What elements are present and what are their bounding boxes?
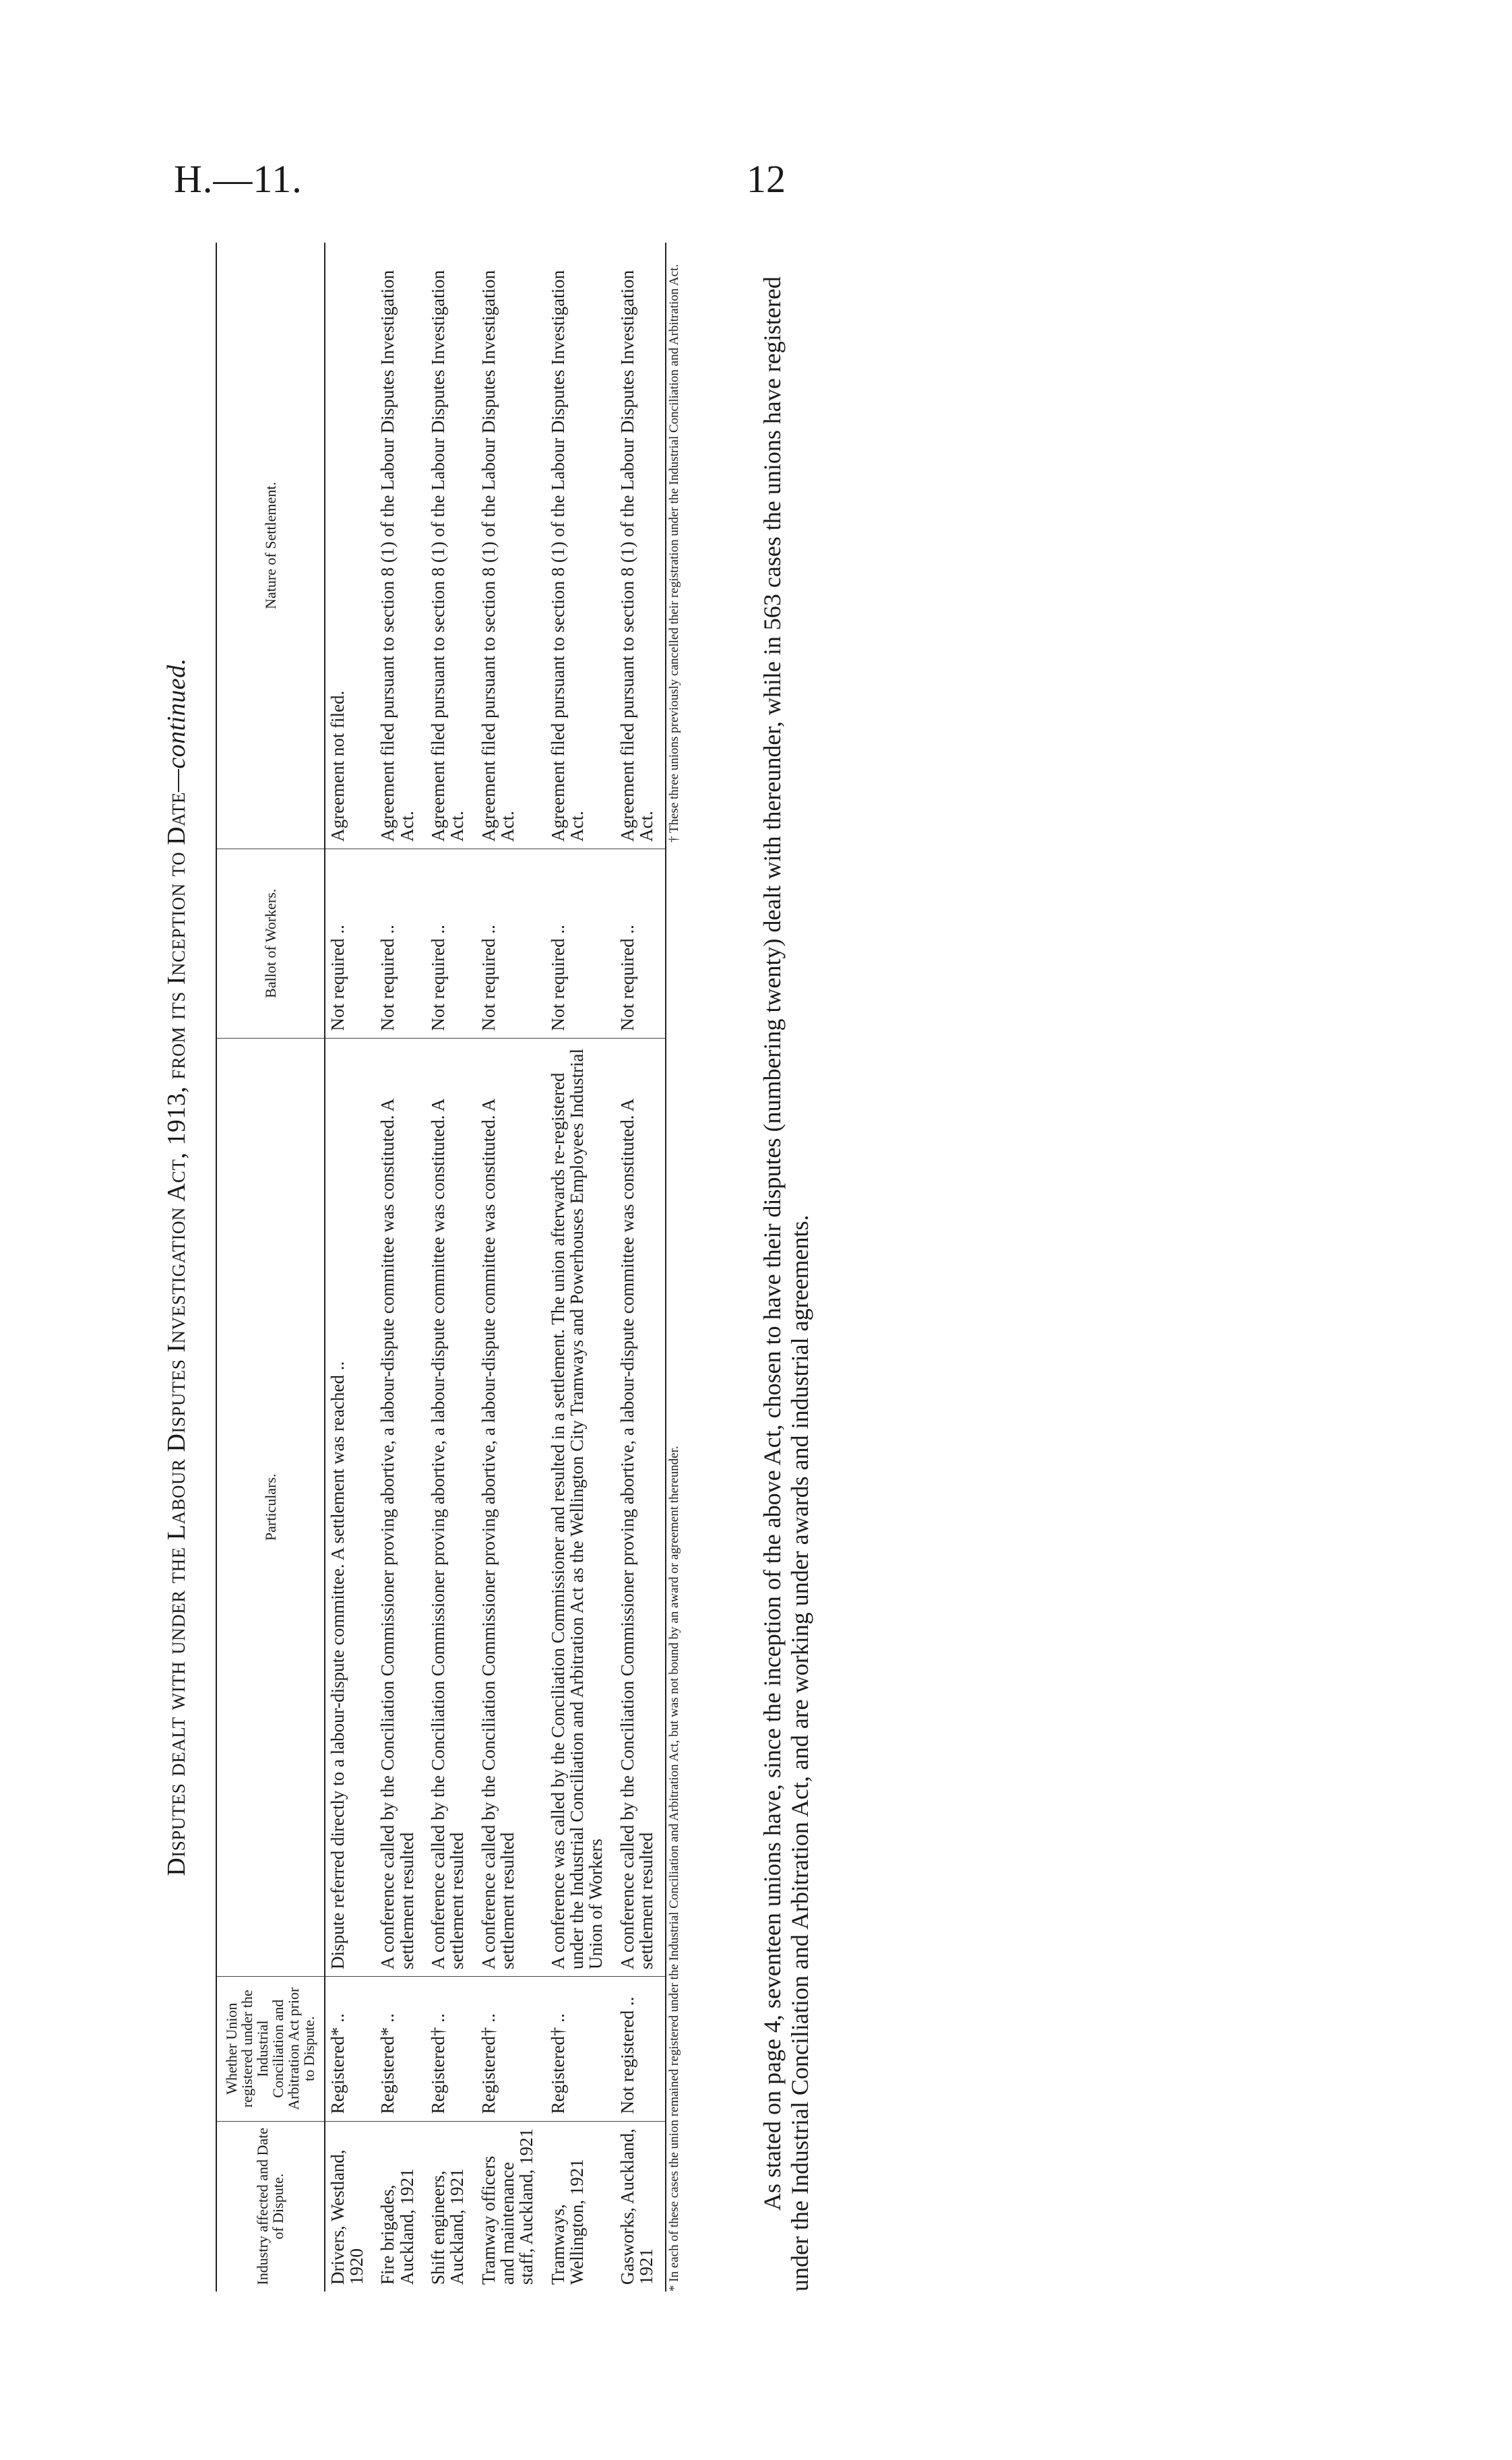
cell-industry: Tramways, Wellington, 1921 [547, 2159, 587, 2285]
cell-nature: Agreement not filed. [325, 243, 376, 849]
cell-industry: Gasworks, Auckland, 1921 [615, 2121, 666, 2292]
header-ballot: Ballot of Workers. [216, 849, 325, 1038]
footnote-star: * In each of these cases the union remained registered under the Industrial Conciliation and Arbitration Act, but was not bound by an award or agreement thereunder. [667, 1446, 681, 2292]
cell-ballot: Not required .. [546, 849, 615, 1038]
cell-registered: Registered† .. [476, 1976, 546, 2121]
disputes-table [216, 243, 666, 2292]
cell-registered: Registered† .. [426, 1976, 476, 2121]
document-reference: H.—11. [174, 157, 303, 201]
table-row [476, 243, 546, 2292]
cell-particulars: A conference called by the Conciliation Commissioner proving abortive, a labour-dispute committee was constituted. A settlement resulted [615, 1038, 666, 1976]
page-number: 12 [747, 157, 786, 201]
closing-paragraph: As stated on page 4, seventeen unions have, since the inception of the above Act, chosen to have their disputes (numbering twenty) dealt with thereunder, while in 563 cases the unions have registered under the Industrial Conciliation and Arbitration Act, and are working under awards and industrial agreements. [759, 276, 814, 2292]
header-registered: Whether Union registered under the Industrial Conciliation and Arbitration Act prior to Dispute. [216, 1976, 325, 2121]
cell-particulars: A conference called by the Conciliation Commissioner proving abortive, a labour-dispute committee was constituted. A settlement resulted [426, 1038, 476, 1976]
cell-registered: Registered† .. [546, 1976, 615, 2121]
table-row [325, 243, 376, 2292]
cell-registered: Not registered .. [615, 1976, 666, 2121]
cell-registered: Registered* .. [375, 1976, 426, 2121]
table-title-continued: —continued. [162, 658, 191, 792]
cell-ballot: Not required .. [375, 849, 426, 1038]
cell-ballot: Not required .. [615, 849, 666, 1038]
cell-nature: Agreement filed pursuant to section 8 (1) of the Labour Disputes Investigation Act. [426, 243, 476, 849]
header-industry: Industry affected and Date of Dispute. [216, 2121, 325, 2292]
header-nature: Nature of Settlement. [216, 243, 325, 849]
cell-nature: Agreement filed pursuant to section 8 (1) of the Labour Disputes Investigation Act. [546, 243, 615, 849]
table-row [426, 243, 476, 2292]
cell-industry: Drivers, Westland, 1920 [327, 2149, 367, 2285]
cell-ballot: Not required .. [476, 849, 546, 1038]
cell-particulars: A conference was called by the Conciliation Commissioner and resulted in a settlement. The union afterwards re-registered under the Industrial Conciliation and Arbitration Act as the Wellington City Tramways and Powerhouses Employees Industrial Union of Workers [546, 1038, 615, 1976]
cell-nature: Agreement filed pursuant to section 8 (1) of the Labour Disputes Investigation Act. [476, 243, 546, 849]
table-row [375, 243, 426, 2292]
cell-industry: Tramway officers and maintenance staff, Auckland, 1921 [478, 2128, 537, 2285]
cell-ballot: Not required .. [426, 849, 476, 1038]
table-title [162, 243, 191, 2292]
cell-particulars: Dispute referred directly to a labour-dispute committee. A settlement was reached .. [325, 1038, 376, 1976]
header-particulars: Particulars. [216, 1038, 325, 1976]
cell-particulars: A conference called by the Conciliation Commissioner proving abortive, a labour-dispute committee was constituted. A settlement resulted [375, 1038, 426, 1976]
cell-ballot: Not required .. [325, 849, 376, 1038]
table-header-row [216, 243, 325, 2292]
cell-nature: Agreement filed pursuant to section 8 (1) of the Labour Disputes Investigation Act. [615, 243, 666, 849]
cell-registered: Registered* .. [325, 1976, 376, 2121]
cell-nature: Agreement filed pursuant to section 8 (1) of the Labour Disputes Investigation Act. [375, 243, 426, 849]
rotated-page-content [155, 229, 829, 2305]
footnote-dagger: † These three unions previously cancelled their registration under the Industrial Conciliation and Arbitration Act. [667, 264, 681, 842]
table-row [615, 243, 666, 2292]
table-row [546, 243, 615, 2292]
cell-industry: Shift engineers, Auckland, 1921 [427, 2168, 468, 2285]
cell-particulars: A conference called by the Conciliation Commissioner proving abortive, a labour-dispute committee was constituted. A settlement resulted [476, 1038, 546, 1976]
table-title-main: Disputes dealt with under the Labour Disputes Investigation Act, 1913, from its Inception to Date [162, 791, 191, 1876]
cell-industry: Fire brigades, Auckland, 1921 [377, 2168, 417, 2285]
